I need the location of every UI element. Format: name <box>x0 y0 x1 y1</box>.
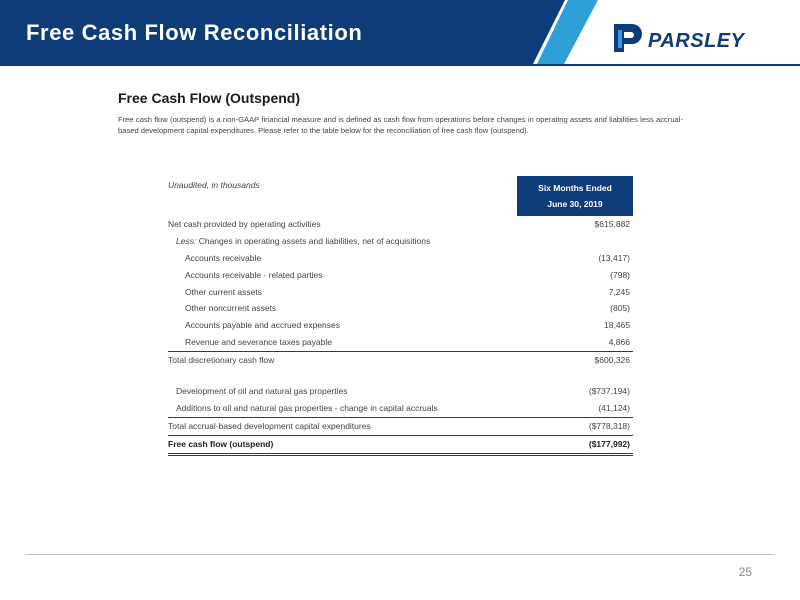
row-value: 4,866 <box>608 337 630 348</box>
row-label: Total accrual-based development capital expenditures <box>168 420 371 431</box>
row-label: Free cash flow (outspend) <box>168 438 274 449</box>
row-label: Accounts receivable <box>185 252 262 263</box>
table-row <box>168 233 633 250</box>
row-label: Other noncurrent assets <box>185 303 277 314</box>
table-row <box>168 317 633 334</box>
section-title: Free Cash Flow (Outspend) <box>118 90 301 106</box>
row-label: Additions to oil and natural gas properties - change in capital accruals <box>176 402 438 413</box>
row-label: Total discretionary cash flow <box>168 355 275 366</box>
row-value: ($737,194) <box>588 386 630 397</box>
footer-divider <box>26 554 774 555</box>
company-logo <box>612 22 782 56</box>
row-label: Revenue and severance taxes payable <box>185 337 332 348</box>
table-row-total <box>168 417 633 435</box>
row-label: Net cash provided by operating activities <box>168 219 321 229</box>
row-value: (798) <box>610 269 630 280</box>
table-row <box>168 300 633 317</box>
table-body <box>168 216 633 456</box>
column-header <box>517 176 633 216</box>
section-description: Free cash flow (outspend) is a non-GAAP financial measure and is defined as cash flow from operations before changes in operating assets and liabilities less accrual-based development capital expenditures. Please refer to the table below for the reconciliation of free cash flow (outspend). <box>118 115 683 135</box>
table-row-grand-total <box>168 435 633 456</box>
column-header-line2: June 30, 2019 <box>547 199 603 209</box>
row-value: 18,465 <box>604 320 630 331</box>
column-header-line1: Six Months Ended <box>538 183 612 193</box>
row-spacer <box>168 369 633 383</box>
row-value: ($778,318) <box>588 420 630 431</box>
table-row <box>168 267 633 284</box>
row-label: Other current assets <box>185 286 263 297</box>
row-value: $615,882 <box>594 219 630 229</box>
table-row <box>168 216 633 233</box>
header-banner <box>0 0 800 66</box>
row-label: Accounts payable and accrued expenses <box>185 320 340 331</box>
table-row <box>168 400 633 417</box>
row-label: Accounts receivable - related parties <box>185 269 323 280</box>
table-row <box>168 334 633 351</box>
row-label: Development of oil and natural gas properties <box>176 386 348 397</box>
page-title: Free Cash Flow Reconciliation <box>26 20 363 45</box>
logo-text: PARSLEY <box>648 30 745 52</box>
row-value: (13,417) <box>598 252 630 263</box>
page-number: 25 <box>738 565 752 579</box>
table-row <box>168 250 633 267</box>
table-row <box>168 383 633 400</box>
row-value: $600,326 <box>594 355 630 366</box>
less-label-text: Changes in operating assets and liabilities, net of acquisitions <box>198 235 431 246</box>
row-value: (41,124) <box>598 402 630 413</box>
table-caption: Unaudited, in thousands <box>168 180 260 190</box>
row-value: ($177,992) <box>588 438 630 449</box>
parsley-logo-icon <box>612 22 644 54</box>
table-row <box>168 284 633 301</box>
row-label <box>176 233 430 250</box>
row-value: (805) <box>610 303 630 314</box>
less-prefix: Less: <box>176 235 197 246</box>
table-row-total <box>168 351 633 369</box>
row-value: 7,245 <box>608 286 630 297</box>
